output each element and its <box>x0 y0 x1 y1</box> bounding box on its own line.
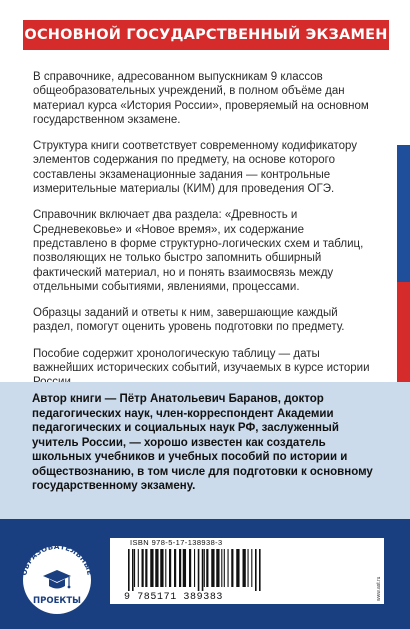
description-paragraph: Справочник включает два раздела: «Древность и Средневековье» и «Новое время», их содержание представлено в форме структурно-логических схем и таблиц, позволяющих не только быстро запомнить обширный фактический материал, но и понять взаимосвязь между отдельными событиями, явлениями, процессами. <box>33 209 364 293</box>
author-bio: Автор книги — Пётр Анатольевич Баранов, доктор педагогических наук, член-корреспондент Академии педагогических и социальных наук РФ, заслуженный учитель России, — хорошо известен как создатель школьных учебников и учебных пособий по истории и обществознанию, в том числе для подготовки к основному государственному экзамену. <box>32 393 373 492</box>
barcode-bar <box>216 549 219 587</box>
barcode-bar <box>150 549 153 587</box>
barcode-bar <box>183 549 186 587</box>
barcode-bar <box>251 549 252 587</box>
flag-stripe-blue <box>397 145 410 282</box>
barcode-bar <box>206 549 208 587</box>
barcode-guard-bar <box>128 549 130 591</box>
barcode-bar <box>155 549 158 587</box>
barcode-bar <box>231 549 233 587</box>
barcode-bar <box>224 549 225 587</box>
barcode-bar <box>189 549 191 587</box>
barcode-bar <box>179 549 181 587</box>
barcode-bar <box>145 549 147 587</box>
barcode-bar <box>211 549 214 587</box>
barcode-bars <box>124 549 364 591</box>
description-paragraph: Образцы заданий и ответы к ним, завершающие каждый раздел, помогут оценить уровень подготовки по предмету. <box>33 307 345 334</box>
barcode-bar <box>142 549 144 587</box>
barcode-bar <box>204 549 205 587</box>
description-paragraph: В справочнике, адресованном выпускникам 9 классов общеобразовательных учреждений, в полном объёме дан материал курса «История России», проверяемый на основном государственном экзамене. <box>33 71 369 126</box>
flag-stripe-white <box>397 0 410 145</box>
barcode-guard-bar <box>198 549 200 591</box>
barcode-bar <box>169 549 171 587</box>
description <box>33 70 378 402</box>
barcode-bar <box>134 549 135 587</box>
barcode-bar <box>165 549 166 587</box>
barcode-bar <box>138 549 139 587</box>
barcode-guard-bar <box>132 549 134 591</box>
description-paragraph: Структура книги соответствует современному кодификатору элементов содержания по предмету, на основе которого составлены экзаменационные задания — контрольные измерительные материалы (КИМ) для проведения ОГЭ. <box>33 140 358 196</box>
publisher-logo <box>18 536 96 616</box>
barcode-bar <box>228 549 229 587</box>
description-paragraph: Пособие содержит хронологическую таблицу — даты важнейших исторических событий, изучаемых в курсе истории <box>33 347 370 375</box>
barcode-digits: 9 785171 389383 <box>124 592 224 603</box>
barcode-bar <box>243 549 246 587</box>
isbn-label: ISBN 978-5-17-138938-3 <box>130 538 223 547</box>
barcode-guard-bar <box>255 549 257 591</box>
barcode-bar <box>248 549 249 587</box>
barcode-guard-bar <box>202 549 204 591</box>
barcode-bar <box>236 549 239 587</box>
barcode-bar <box>174 549 176 587</box>
barcode-bar <box>160 549 163 587</box>
logo-bottom-text: ПРОЕКТЫ <box>33 596 81 606</box>
barcode-bar <box>221 549 222 587</box>
barcode-bar <box>194 549 195 587</box>
flag-stripe-red <box>397 282 410 387</box>
series-title: ОСНОВНОЙ ГОСУДАРСТВЕННЫЙ ЭКЗАМЕН <box>24 27 388 43</box>
publisher-site: www.ast.ru <box>376 576 382 601</box>
logo-arc-text: ОБРАЗОВАТЕЛЬНЫЕ <box>19 541 95 577</box>
barcode-guard-bar <box>259 549 261 591</box>
series-banner <box>23 20 389 50</box>
